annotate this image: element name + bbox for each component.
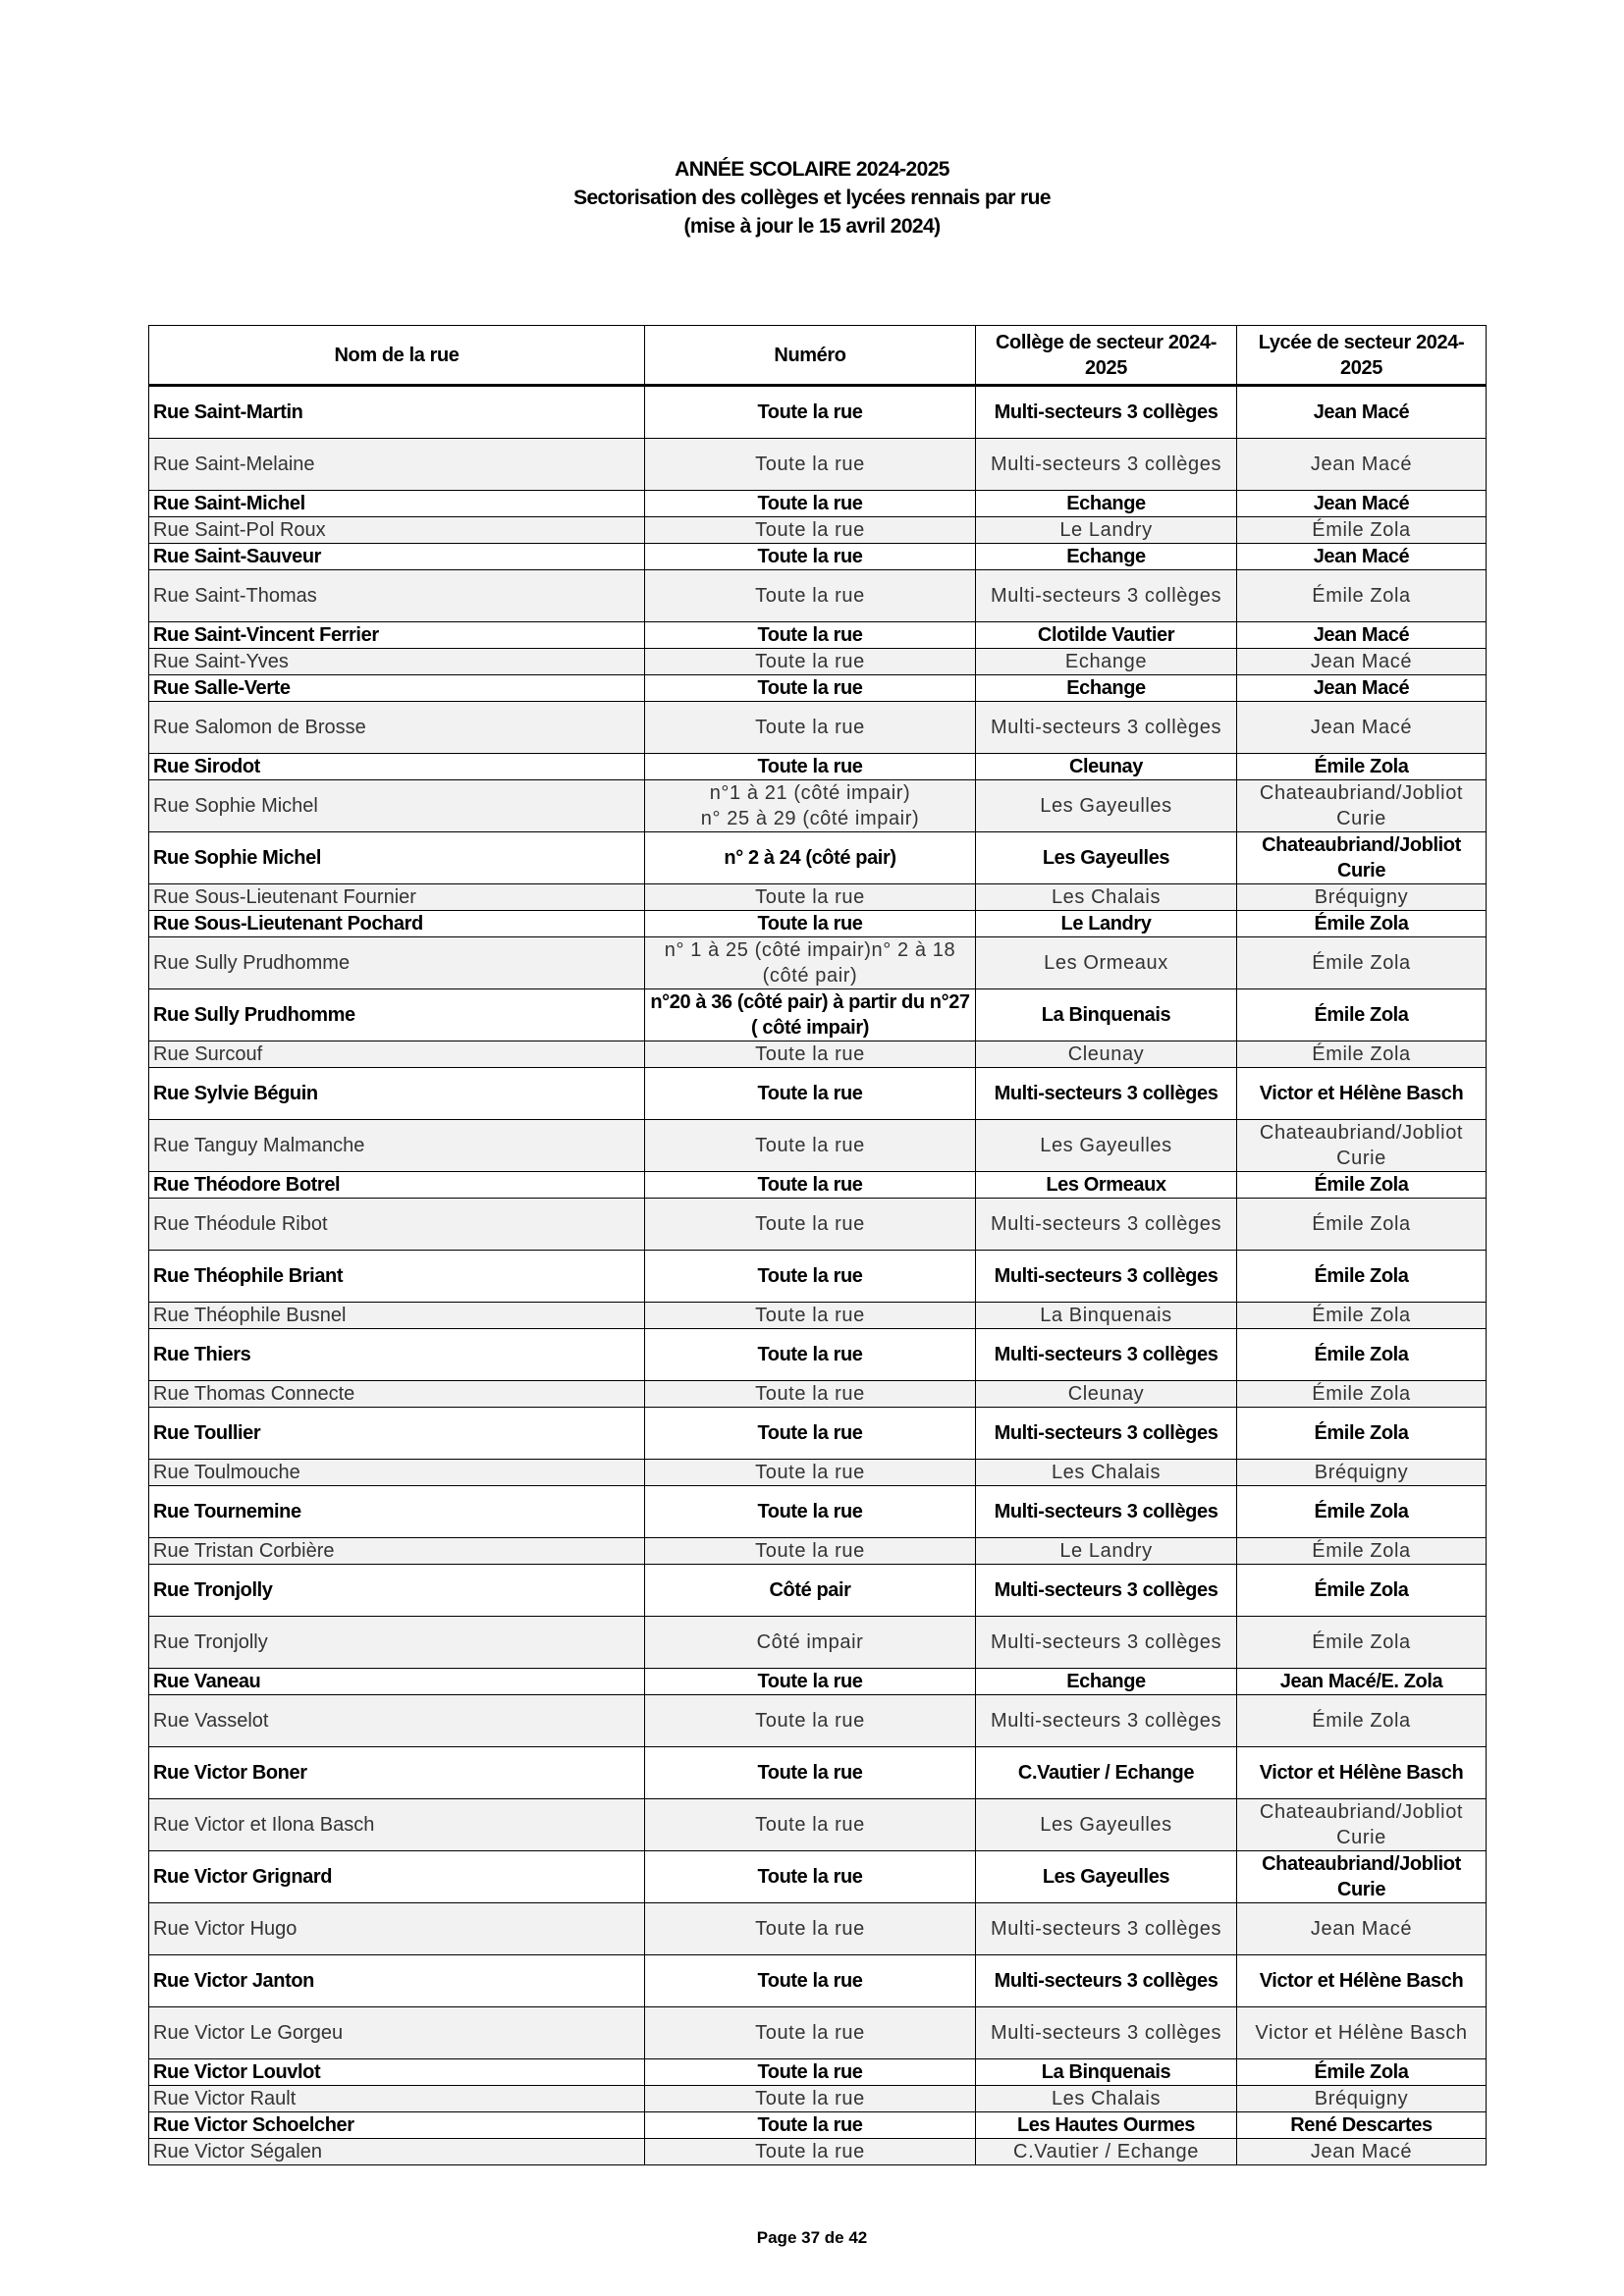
street-cell: Rue Théodore Botrel	[149, 1172, 645, 1199]
street-cell: Rue Saint-Sauveur	[149, 544, 645, 570]
street-cell: Rue Vasselot	[149, 1695, 645, 1747]
lycee-cell: Victor et Hélène Basch	[1237, 2007, 1487, 2059]
number-cell: n° 2 à 24 (côté pair)	[645, 832, 976, 884]
number-cell: Toute la rue	[645, 1251, 976, 1303]
number-cell: Toute la rue	[645, 649, 976, 675]
street-cell: Rue Tronjolly	[149, 1565, 645, 1617]
number-cell: Toute la rue	[645, 1460, 976, 1486]
table-row	[149, 1251, 1487, 1303]
table-row	[149, 1120, 1487, 1172]
lycee-cell: Émile Zola	[1237, 1041, 1487, 1068]
number-cell: Toute la rue	[645, 1695, 976, 1747]
number-cell: n°1 à 21 (côté impair) n° 25 à 29 (côté impair)	[645, 780, 976, 832]
table-row	[149, 1172, 1487, 1199]
table-row	[149, 1903, 1487, 1955]
number-cell: Toute la rue	[645, 2059, 976, 2086]
table-row	[149, 1041, 1487, 1068]
college-cell: Echange	[976, 675, 1237, 702]
college-cell: Multi-secteurs 3 collèges	[976, 1695, 1237, 1747]
college-cell: Multi-secteurs 3 collèges	[976, 1199, 1237, 1251]
table-row	[149, 780, 1487, 832]
college-cell: Multi-secteurs 3 collèges	[976, 1617, 1237, 1669]
page-number: Page 37 de 42	[756, 2228, 868, 2247]
street-cell: Rue Toulmouche	[149, 1460, 645, 1486]
lycee-cell: Chateaubriand/Jobliot Curie	[1237, 832, 1487, 884]
number-cell: Toute la rue	[645, 1486, 976, 1538]
college-cell: Les Gayeulles	[976, 780, 1237, 832]
street-cell: Rue Thomas Connecte	[149, 1381, 645, 1408]
college-cell: La Binquenais	[976, 989, 1237, 1041]
number-cell: Toute la rue	[645, 911, 976, 937]
lycee-cell: Jean Macé	[1237, 544, 1487, 570]
street-cell: Rue Salle-Verte	[149, 675, 645, 702]
lycee-cell: Émile Zola	[1237, 1486, 1487, 1538]
lycee-cell: Chateaubriand/Jobliot Curie	[1237, 1799, 1487, 1851]
street-cell: Rue Saint-Michel	[149, 491, 645, 517]
table-row	[149, 1303, 1487, 1329]
table-row	[149, 1747, 1487, 1799]
street-cell: Rue Tanguy Malmanche	[149, 1120, 645, 1172]
table-row	[149, 2112, 1487, 2139]
table-row	[149, 517, 1487, 544]
table-row	[149, 884, 1487, 911]
lycee-cell: Émile Zola	[1237, 1538, 1487, 1565]
street-cell: Rue Tronjolly	[149, 1617, 645, 1669]
column-header-number: Numéro	[645, 326, 976, 386]
table-row	[149, 1695, 1487, 1747]
lycee-cell: Victor et Hélène Basch	[1237, 1068, 1487, 1120]
lycee-cell: Émile Zola	[1237, 1251, 1487, 1303]
college-cell: Les Chalais	[976, 884, 1237, 911]
street-cell: Rue Saint-Vincent Ferrier	[149, 622, 645, 649]
lycee-cell: Émile Zola	[1237, 911, 1487, 937]
college-cell: La Binquenais	[976, 2059, 1237, 2086]
number-cell: Toute la rue	[645, 622, 976, 649]
street-cell: Rue Salomon de Brosse	[149, 702, 645, 754]
number-cell: Toute la rue	[645, 754, 976, 780]
lycee-cell: Jean Macé	[1237, 675, 1487, 702]
lycee-cell: René Descartes	[1237, 2112, 1487, 2139]
street-cell: Rue Tristan Corbière	[149, 1538, 645, 1565]
lycee-cell: Jean Macé	[1237, 491, 1487, 517]
table-row	[149, 544, 1487, 570]
college-cell: Multi-secteurs 3 collèges	[976, 1408, 1237, 1460]
street-cell: Rue Surcouf	[149, 1041, 645, 1068]
lycee-cell: Bréquigny	[1237, 1460, 1487, 1486]
table-row	[149, 2007, 1487, 2059]
table-header-row	[149, 326, 1487, 386]
table-row	[149, 2059, 1487, 2086]
college-cell: Multi-secteurs 3 collèges	[976, 386, 1237, 439]
table-row	[149, 439, 1487, 491]
street-cell: Rue Sirodot	[149, 754, 645, 780]
street-cell: Rue Théodule Ribot	[149, 1199, 645, 1251]
college-cell: Les Chalais	[976, 1460, 1237, 1486]
table-row	[149, 989, 1487, 1041]
street-cell: Rue Toullier	[149, 1408, 645, 1460]
street-cell: Rue Sully Prudhomme	[149, 937, 645, 989]
lycee-cell: Jean Macé	[1237, 439, 1487, 491]
street-cell: Rue Sylvie Béguin	[149, 1068, 645, 1120]
street-cell: Rue Victor Le Gorgeu	[149, 2007, 645, 2059]
table-row	[149, 1199, 1487, 1251]
college-cell: Les Gayeulles	[976, 832, 1237, 884]
lycee-cell: Jean Macé	[1237, 649, 1487, 675]
college-cell: Les Ormeaux	[976, 1172, 1237, 1199]
lycee-cell: Émile Zola	[1237, 2059, 1487, 2086]
number-cell: Toute la rue	[645, 702, 976, 754]
college-cell: Cleunay	[976, 1381, 1237, 1408]
table-row	[149, 1565, 1487, 1617]
street-cell: Rue Saint-Thomas	[149, 570, 645, 622]
college-cell: Multi-secteurs 3 collèges	[976, 1565, 1237, 1617]
street-cell: Rue Sophie Michel	[149, 832, 645, 884]
number-cell: Côté impair	[645, 1617, 976, 1669]
school-year-title: ANNÉE SCOLAIRE 2024-2025	[675, 158, 949, 181]
street-cell: Rue Victor Hugo	[149, 1903, 645, 1955]
street-cell: Rue Saint-Yves	[149, 649, 645, 675]
street-cell: Rue Sully Prudhomme	[149, 989, 645, 1041]
number-cell: Toute la rue	[645, 884, 976, 911]
street-cell: Rue Thiers	[149, 1329, 645, 1381]
street-cell: Rue Victor Boner	[149, 1747, 645, 1799]
college-cell: Multi-secteurs 3 collèges	[976, 1903, 1237, 1955]
college-cell: Cleunay	[976, 754, 1237, 780]
number-cell: Toute la rue	[645, 1120, 976, 1172]
number-cell: Toute la rue	[645, 1955, 976, 2007]
number-cell: Toute la rue	[645, 1408, 976, 1460]
lycee-cell: Bréquigny	[1237, 884, 1487, 911]
number-cell: Toute la rue	[645, 570, 976, 622]
college-cell: Cleunay	[976, 1041, 1237, 1068]
college-cell: Les Gayeulles	[976, 1120, 1237, 1172]
college-cell: C.Vautier / Echange	[976, 1747, 1237, 1799]
number-cell: Toute la rue	[645, 544, 976, 570]
college-cell: Multi-secteurs 3 collèges	[976, 2007, 1237, 2059]
lycee-cell: Émile Zola	[1237, 1617, 1487, 1669]
number-cell: Toute la rue	[645, 1851, 976, 1903]
college-cell: Multi-secteurs 3 collèges	[976, 1329, 1237, 1381]
lycee-cell: Bréquigny	[1237, 2086, 1487, 2112]
college-cell: Le Landry	[976, 1538, 1237, 1565]
table-row	[149, 570, 1487, 622]
college-cell: Multi-secteurs 3 collèges	[976, 1251, 1237, 1303]
street-cell: Rue Victor Louvlot	[149, 2059, 645, 2086]
table-row	[149, 1068, 1487, 1120]
number-cell: Toute la rue	[645, 1669, 976, 1695]
lycee-cell: Émile Zola	[1237, 517, 1487, 544]
table-row	[149, 2086, 1487, 2112]
lycee-cell: Émile Zola	[1237, 1695, 1487, 1747]
street-cell: Rue Saint-Melaine	[149, 439, 645, 491]
street-cell: Rue Saint-Martin	[149, 386, 645, 439]
college-cell: La Binquenais	[976, 1303, 1237, 1329]
street-cell: Rue Victor Grignard	[149, 1851, 645, 1903]
table-row	[149, 2139, 1487, 2165]
college-cell: Multi-secteurs 3 collèges	[976, 702, 1237, 754]
table-row	[149, 832, 1487, 884]
update-date: (mise à jour le 15 avril 2024)	[683, 215, 941, 238]
lycee-cell: Victor et Hélène Basch	[1237, 1747, 1487, 1799]
college-cell: Echange	[976, 649, 1237, 675]
college-cell: Multi-secteurs 3 collèges	[976, 570, 1237, 622]
table-row	[149, 1955, 1487, 2007]
number-cell: Toute la rue	[645, 1381, 976, 1408]
number-cell: Toute la rue	[645, 1172, 976, 1199]
column-header-college: Collège de secteur 2024-2025	[976, 326, 1237, 386]
street-cell: Rue Sous-Lieutenant Pochard	[149, 911, 645, 937]
street-cell: Rue Victor et Ilona Basch	[149, 1799, 645, 1851]
table-row	[149, 702, 1487, 754]
column-header-lycee: Lycée de secteur 2024-2025	[1237, 326, 1487, 386]
college-cell: Les Hautes Ourmes	[976, 2112, 1237, 2139]
number-cell: Toute la rue	[645, 1538, 976, 1565]
lycee-cell: Victor et Hélène Basch	[1237, 1955, 1487, 2007]
lycee-cell: Émile Zola	[1237, 754, 1487, 780]
street-cell: Rue Théophile Briant	[149, 1251, 645, 1303]
college-cell: Multi-secteurs 3 collèges	[976, 1955, 1237, 2007]
college-cell: Multi-secteurs 3 collèges	[976, 1068, 1237, 1120]
lycee-cell: Chateaubriand/Jobliot Curie	[1237, 1120, 1487, 1172]
college-cell: Le Landry	[976, 911, 1237, 937]
number-cell: Toute la rue	[645, 386, 976, 439]
sectorisation-table	[148, 325, 1487, 2165]
number-cell: Toute la rue	[645, 1303, 976, 1329]
college-cell: Le Landry	[976, 517, 1237, 544]
college-cell: Multi-secteurs 3 collèges	[976, 1486, 1237, 1538]
table-row	[149, 911, 1487, 937]
college-cell: Les Ormeaux	[976, 937, 1237, 989]
college-cell: Les Chalais	[976, 2086, 1237, 2112]
table-row	[149, 1329, 1487, 1381]
lycee-cell: Jean Macé/E. Zola	[1237, 1669, 1487, 1695]
number-cell: Toute la rue	[645, 1041, 976, 1068]
number-cell: Toute la rue	[645, 1199, 976, 1251]
number-cell: n°20 à 36 (côté pair) à partir du n°27 ( côté impair)	[645, 989, 976, 1041]
college-cell: C.Vautier / Echange	[976, 2139, 1237, 2165]
lycee-cell: Chateaubriand/Jobliot Curie	[1237, 780, 1487, 832]
table-row	[149, 386, 1487, 439]
table-row	[149, 937, 1487, 989]
column-header-street: Nom de la rue	[149, 326, 645, 386]
street-cell: Rue Sous-Lieutenant Fournier	[149, 884, 645, 911]
college-cell: Les Gayeulles	[976, 1851, 1237, 1903]
table-row	[149, 1460, 1487, 1486]
street-cell: Rue Victor Ségalen	[149, 2139, 645, 2165]
number-cell: Toute la rue	[645, 1903, 976, 1955]
lycee-cell: Chateaubriand/Jobliot Curie	[1237, 1851, 1487, 1903]
lycee-cell: Émile Zola	[1237, 1329, 1487, 1381]
street-cell: Rue Tournemine	[149, 1486, 645, 1538]
street-cell: Rue Théophile Busnel	[149, 1303, 645, 1329]
lycee-cell: Jean Macé	[1237, 1903, 1487, 1955]
table-row	[149, 1851, 1487, 1903]
table-row	[149, 675, 1487, 702]
number-cell: Toute la rue	[645, 1068, 976, 1120]
table-row	[149, 1381, 1487, 1408]
table-row	[149, 1486, 1487, 1538]
number-cell: n° 1 à 25 (côté impair)n° 2 à 18 (côté pair)	[645, 937, 976, 989]
lycee-cell: Jean Macé	[1237, 2139, 1487, 2165]
street-cell: Rue Victor Janton	[149, 1955, 645, 2007]
table-row	[149, 491, 1487, 517]
document-title-block	[0, 155, 1624, 240]
lycee-cell: Émile Zola	[1237, 1303, 1487, 1329]
number-cell: Toute la rue	[645, 2086, 976, 2112]
table-row	[149, 1669, 1487, 1695]
number-cell: Toute la rue	[645, 2112, 976, 2139]
street-cell: Rue Sophie Michel	[149, 780, 645, 832]
table-row	[149, 1617, 1487, 1669]
college-cell: Les Gayeulles	[976, 1799, 1237, 1851]
lycee-cell: Émile Zola	[1237, 1199, 1487, 1251]
number-cell: Toute la rue	[645, 675, 976, 702]
college-cell: Clotilde Vautier	[976, 622, 1237, 649]
street-cell: Rue Vaneau	[149, 1669, 645, 1695]
table-row	[149, 1538, 1487, 1565]
number-cell: Toute la rue	[645, 439, 976, 491]
lycee-cell: Émile Zola	[1237, 1172, 1487, 1199]
street-cell: Rue Saint-Pol Roux	[149, 517, 645, 544]
lycee-cell: Émile Zola	[1237, 1381, 1487, 1408]
lycee-cell: Émile Zola	[1237, 570, 1487, 622]
college-cell: Echange	[976, 1669, 1237, 1695]
number-cell: Toute la rue	[645, 1329, 976, 1381]
number-cell: Toute la rue	[645, 2139, 976, 2165]
street-cell: Rue Victor Rault	[149, 2086, 645, 2112]
lycee-cell: Émile Zola	[1237, 937, 1487, 989]
number-cell: Toute la rue	[645, 2007, 976, 2059]
table-row	[149, 622, 1487, 649]
lycee-cell: Jean Macé	[1237, 702, 1487, 754]
table-row	[149, 754, 1487, 780]
lycee-cell: Jean Macé	[1237, 622, 1487, 649]
lycee-cell: Émile Zola	[1237, 1565, 1487, 1617]
table-row	[149, 1799, 1487, 1851]
number-cell: Toute la rue	[645, 1747, 976, 1799]
number-cell: Toute la rue	[645, 1799, 976, 1851]
college-cell: Echange	[976, 544, 1237, 570]
lycee-cell: Jean Macé	[1237, 386, 1487, 439]
number-cell: Toute la rue	[645, 517, 976, 544]
college-cell: Multi-secteurs 3 collèges	[976, 439, 1237, 491]
table-row	[149, 1408, 1487, 1460]
number-cell: Côté pair	[645, 1565, 976, 1617]
lycee-cell: Émile Zola	[1237, 989, 1487, 1041]
lycee-cell: Émile Zola	[1237, 1408, 1487, 1460]
street-cell: Rue Victor Schoelcher	[149, 2112, 645, 2139]
table-row	[149, 649, 1487, 675]
number-cell: Toute la rue	[645, 491, 976, 517]
table-body	[149, 386, 1487, 2165]
college-cell: Echange	[976, 491, 1237, 517]
document-subtitle: Sectorisation des collèges et lycées rennais par rue	[573, 187, 1051, 209]
